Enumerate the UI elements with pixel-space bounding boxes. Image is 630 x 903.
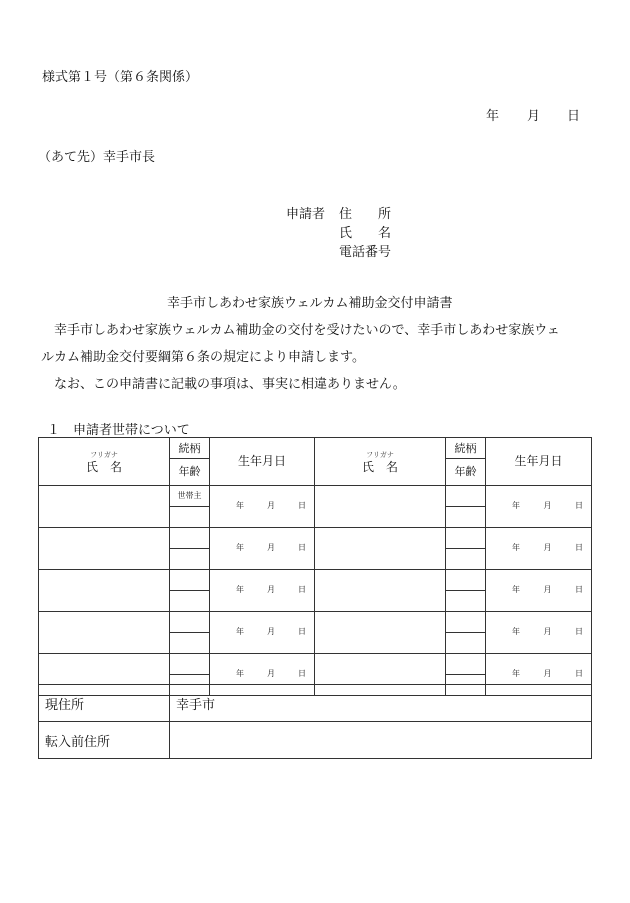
form-number: 様式第１号（第６条関係）	[42, 70, 199, 85]
section-heading: １ 申請者世帯について	[47, 423, 190, 438]
addressee: （あて先）幸手市長	[38, 150, 156, 165]
day-label: 日	[575, 585, 583, 594]
year-label: 年	[512, 501, 520, 510]
member-name-cell[interactable]	[315, 569, 446, 611]
current-address-label: 現住所	[39, 685, 170, 722]
month-label: 月	[267, 501, 275, 510]
member-birthdate-cell[interactable]	[486, 485, 592, 527]
member-relation-cell[interactable]	[446, 569, 486, 590]
year-label: 年	[236, 585, 244, 594]
month-label: 月	[267, 585, 275, 594]
month-label: 月	[267, 627, 275, 636]
member-name-cell[interactable]	[39, 485, 170, 527]
member-birthdate-cell[interactable]	[210, 611, 315, 653]
member-birthdate-cell[interactable]	[210, 569, 315, 611]
member-name-cell[interactable]	[315, 485, 446, 527]
year-label: 年	[236, 669, 244, 678]
member-age-cell[interactable]	[446, 506, 486, 527]
member-name-cell[interactable]	[39, 527, 170, 569]
current-address-field[interactable]: 幸手市	[170, 685, 592, 722]
member-birthdate-cell[interactable]	[486, 611, 592, 653]
member-birthdate-cell[interactable]	[486, 569, 592, 611]
name-header-left: 氏 名	[39, 459, 170, 486]
member-relation-cell[interactable]	[170, 527, 210, 548]
member-birthdate-cell[interactable]	[210, 485, 315, 527]
member-relation-cell[interactable]	[446, 653, 486, 674]
year-label: 年	[236, 543, 244, 552]
member-name-cell[interactable]	[315, 611, 446, 653]
body-line-2: ルカム補助金交付要綱第６条の規定により申請します。	[41, 350, 365, 365]
month-label: 月	[543, 543, 552, 552]
date-year: 年	[486, 109, 500, 124]
member-relation-cell[interactable]	[446, 611, 486, 632]
member-relation-cell[interactable]	[170, 653, 210, 674]
previous-address-label: 転入前住所	[39, 722, 170, 759]
date-day: 日	[567, 109, 581, 124]
member-age-cell[interactable]	[170, 548, 210, 569]
address-table	[38, 684, 592, 759]
member-relation-cell[interactable]	[446, 485, 486, 506]
applicant-name-label: 氏 名	[339, 226, 392, 241]
birthdate-header-left: 生年月日	[210, 438, 315, 486]
member-age-cell[interactable]	[170, 506, 210, 527]
applicant-label: 申請者	[286, 207, 326, 222]
member-name-cell[interactable]	[315, 527, 446, 569]
member-name-cell[interactable]	[39, 569, 170, 611]
birthdate-header-right: 生年月日	[486, 438, 592, 486]
body-line-1: 幸手市しあわせ家族ウェルカム補助金の交付を受けたいので、幸手市しあわせ家族ウェ	[41, 323, 560, 338]
day-label: 日	[575, 501, 583, 510]
member-relation-cell[interactable]: 世帯主	[170, 485, 210, 506]
member-relation-cell[interactable]	[446, 527, 486, 548]
month-label: 月	[543, 585, 552, 594]
applicant-phone-label: 電話番号	[339, 245, 392, 260]
applicant-address-label: 住 所	[339, 207, 392, 222]
day-label: 日	[575, 543, 583, 552]
member-name-cell[interactable]	[39, 611, 170, 653]
member-age-cell[interactable]	[170, 590, 210, 611]
member-age-cell[interactable]	[446, 590, 486, 611]
member-birthdate-cell[interactable]	[486, 527, 592, 569]
year-label: 年	[512, 543, 520, 552]
body-line-3: なお、この申請書に記載の事項は、事実に相違ありません。	[41, 377, 406, 392]
household-members-table	[38, 437, 592, 696]
day-label: 日	[298, 669, 306, 678]
month-label: 月	[267, 669, 275, 678]
month-label: 月	[543, 669, 552, 678]
day-label: 日	[575, 669, 583, 678]
relation-header-left: 続柄	[170, 438, 210, 459]
year-label: 年	[236, 501, 244, 510]
day-label: 日	[298, 585, 306, 594]
year-label: 年	[512, 585, 520, 594]
member-relation-cell[interactable]	[170, 611, 210, 632]
day-label: 日	[298, 543, 306, 552]
year-label: 年	[512, 627, 520, 636]
member-relation-cell[interactable]	[170, 569, 210, 590]
document-title: 幸手市しあわせ家族ウェルカム補助金交付申請書	[167, 296, 453, 311]
year-label: 年	[236, 627, 244, 636]
previous-address-field[interactable]	[170, 722, 592, 759]
relation-header-right: 続柄	[446, 438, 486, 459]
member-age-cell[interactable]	[170, 632, 210, 653]
age-header-left: 年齢	[170, 459, 210, 486]
day-label: 日	[298, 627, 306, 636]
member-birthdate-cell[interactable]	[210, 527, 315, 569]
day-label: 日	[298, 501, 306, 510]
year-label: 年	[512, 669, 520, 678]
month-label: 月	[543, 627, 552, 636]
name-header-right: 氏 名	[315, 459, 446, 486]
date-month: 月	[527, 109, 541, 124]
member-age-cell[interactable]	[446, 632, 486, 653]
month-label: 月	[267, 543, 275, 552]
day-label: 日	[575, 627, 583, 636]
furigana-header-right: フリガナ	[315, 438, 446, 459]
member-age-cell[interactable]	[446, 548, 486, 569]
furigana-header-left: フリガナ	[39, 438, 170, 459]
age-header-right: 年齢	[446, 459, 486, 486]
month-label: 月	[543, 501, 552, 510]
